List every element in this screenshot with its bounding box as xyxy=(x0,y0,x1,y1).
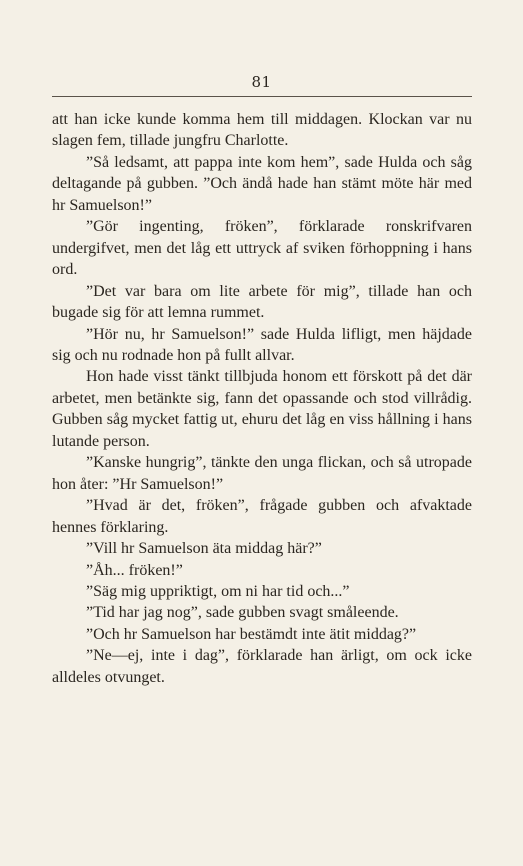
paragraph: att han icke kunde komma hem till middagen. Klockan var nu slagen fem, tillade jungfru Charlotte. xyxy=(52,111,472,150)
paragraph: ”Hvad är det, fröken”, frågade gubben och afvaktade hennes förklaring. xyxy=(52,497,472,536)
body-text xyxy=(52,109,472,688)
header-rule xyxy=(52,96,472,97)
paragraph: ”Ne—ej, inte i dag”, förklarade han ärligt, om ock icke alldeles otvunget. xyxy=(52,647,472,686)
page-number: 81 xyxy=(251,73,272,91)
paragraph: ”Och hr Samuelson har bestämdt inte ätit middag?” xyxy=(86,625,417,643)
paragraph: ”Kanske hungrig”, tänkte den unga flickan, och så utropade hon åter: ”Hr Samuelson!” xyxy=(52,454,472,493)
paragraph: ”Åh... fröken!” xyxy=(86,561,183,579)
paragraph: ”Det var bara om lite arbete för mig”, tillade han och bugade sig för att lemna rummet. xyxy=(52,282,472,322)
paragraph: ”Så ledsamt, att pappa inte kom hem”, sade Hulda och såg deltagande på gubben. ”Och ändå hade han stämt möte här med hr Samuelson!” xyxy=(52,153,472,214)
paragraph: ”Gör ingenting, fröken”, förklarade ronskrifvaren undergifvet, men det låg ett uttryck af sviken förhoppning i hans ord. xyxy=(52,218,472,279)
paragraph: ”Tid har jag nog”, sade gubben svagt småleende. xyxy=(86,604,399,622)
paragraph: Hon hade visst tänkt tillbjuda honom ett förskott på det där arbetet, men betänkte sig, fann det opassande och stod villrådig. Gubben såg mycket fattig ut, ehuru det låg en viss hållning i hans lutande person. xyxy=(52,368,472,450)
paragraph: ”Vill hr Samuelson äta middag här?” xyxy=(86,540,322,558)
paragraph: ”Hör nu, hr Samuelson!” sade Hulda lifligt, men häjdade sig och nu rodnade hon på fullt allvar. xyxy=(52,325,472,364)
paragraph: ”Säg mig uppriktigt, om ni har tid och...” xyxy=(86,582,350,600)
